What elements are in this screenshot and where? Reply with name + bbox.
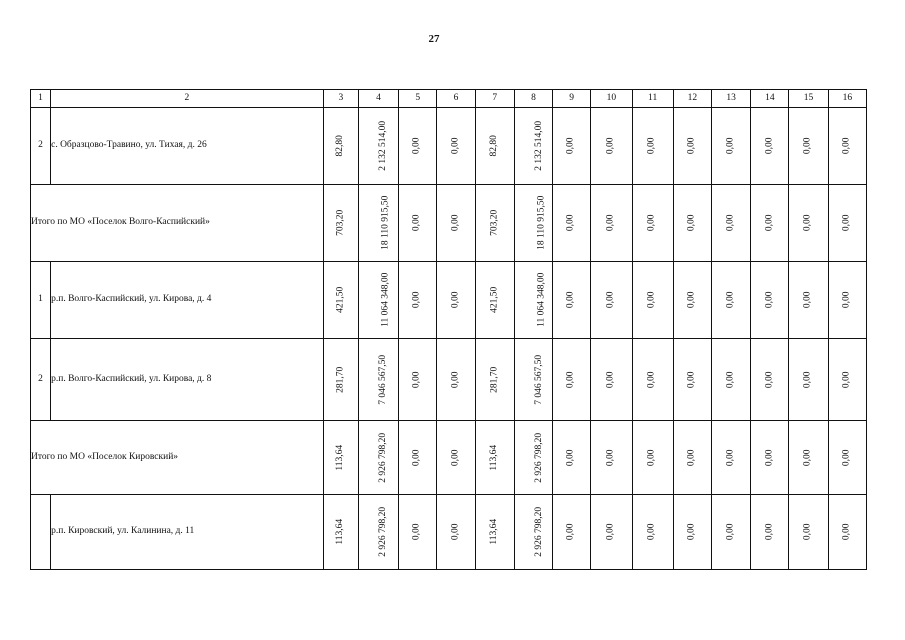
value-cell: 421,50: [475, 262, 514, 339]
value-cell: 0,00: [828, 421, 866, 495]
column-number: 1: [31, 90, 51, 108]
value-cell: 0,00: [751, 262, 789, 339]
column-number: 6: [437, 90, 475, 108]
value-cell: 7 046 567,50: [358, 339, 398, 421]
value-cell: 0,00: [632, 108, 673, 185]
column-number: 9: [553, 90, 591, 108]
value-cell: 0,00: [789, 421, 828, 495]
value-cell: 0,00: [591, 262, 632, 339]
column-number: 7: [475, 90, 514, 108]
row-index: [31, 495, 51, 570]
value-cell: 82,80: [475, 108, 514, 185]
table-row: [31, 108, 867, 185]
total-row: [31, 185, 867, 262]
value-cell: 0,00: [553, 108, 591, 185]
table-row: [31, 262, 867, 339]
column-number: 13: [711, 90, 750, 108]
value-cell: 0,00: [632, 262, 673, 339]
value-cell: 0,00: [828, 339, 866, 421]
value-cell: 0,00: [591, 185, 632, 262]
value-cell: 0,00: [437, 421, 475, 495]
value-cell: 0,00: [673, 495, 711, 570]
value-cell: 0,00: [399, 421, 437, 495]
total-label: Итого по МО «Поселок Волго-Каспийский»: [31, 185, 324, 262]
value-cell: 2 926 798,20: [514, 421, 552, 495]
row-index: 2: [31, 108, 51, 185]
value-cell: 0,00: [751, 421, 789, 495]
value-cell: 0,00: [632, 421, 673, 495]
column-number: 8: [514, 90, 552, 108]
table-row: [31, 495, 867, 570]
column-number: 5: [399, 90, 437, 108]
value-cell: 2 132 514,00: [514, 108, 552, 185]
column-number: 10: [591, 90, 632, 108]
value-cell: 0,00: [632, 185, 673, 262]
value-cell: 113,64: [475, 421, 514, 495]
value-cell: 0,00: [591, 339, 632, 421]
column-number: 12: [673, 90, 711, 108]
address-cell: р.п. Кировский, ул. Калинина, д. 11: [51, 495, 324, 570]
address-cell: р.п. Волго-Каспийский, ул. Кирова, д. 8: [51, 339, 324, 421]
value-cell: 113,64: [323, 421, 358, 495]
value-cell: 0,00: [751, 339, 789, 421]
value-cell: 0,00: [399, 108, 437, 185]
address-cell: с. Образцово-Травино, ул. Тихая, д. 26: [51, 108, 324, 185]
value-cell: 0,00: [399, 495, 437, 570]
total-row: [31, 421, 867, 495]
value-cell: 11 064 348,00: [358, 262, 398, 339]
value-cell: 2 132 514,00: [358, 108, 398, 185]
value-cell: 2 926 798,20: [514, 495, 552, 570]
value-cell: 0,00: [789, 262, 828, 339]
row-index: 1: [31, 262, 51, 339]
value-cell: 0,00: [399, 262, 437, 339]
data-table: [30, 89, 867, 570]
column-number: 14: [751, 90, 789, 108]
value-cell: 0,00: [673, 262, 711, 339]
value-cell: 0,00: [437, 262, 475, 339]
value-cell: 0,00: [711, 339, 750, 421]
value-cell: 0,00: [437, 185, 475, 262]
value-cell: 703,20: [475, 185, 514, 262]
value-cell: 281,70: [475, 339, 514, 421]
column-number: 11: [632, 90, 673, 108]
value-cell: 7 046 567,50: [514, 339, 552, 421]
column-number: 2: [51, 90, 324, 108]
value-cell: 0,00: [553, 339, 591, 421]
value-cell: 0,00: [751, 495, 789, 570]
value-cell: 0,00: [591, 495, 632, 570]
value-cell: 0,00: [711, 185, 750, 262]
value-cell: 18 110 915,50: [358, 185, 398, 262]
column-number: 16: [828, 90, 866, 108]
value-cell: 0,00: [399, 339, 437, 421]
value-cell: 0,00: [632, 495, 673, 570]
column-number: 4: [358, 90, 398, 108]
value-cell: 0,00: [828, 185, 866, 262]
value-cell: 0,00: [751, 108, 789, 185]
row-index: 2: [31, 339, 51, 421]
column-number: 15: [789, 90, 828, 108]
value-cell: 0,00: [711, 108, 750, 185]
value-cell: 0,00: [751, 185, 789, 262]
value-cell: 0,00: [591, 421, 632, 495]
value-cell: 0,00: [437, 108, 475, 185]
value-cell: 0,00: [591, 108, 632, 185]
page-number: 27: [428, 33, 440, 45]
value-cell: 113,64: [323, 495, 358, 570]
value-cell: 2 926 798,20: [358, 495, 398, 570]
value-cell: 703,20: [323, 185, 358, 262]
value-cell: 0,00: [673, 185, 711, 262]
value-cell: 0,00: [553, 262, 591, 339]
value-cell: 0,00: [711, 495, 750, 570]
column-number: 3: [323, 90, 358, 108]
value-cell: 0,00: [789, 339, 828, 421]
value-cell: 0,00: [711, 262, 750, 339]
value-cell: 421,50: [323, 262, 358, 339]
value-cell: 0,00: [553, 421, 591, 495]
value-cell: 0,00: [828, 108, 866, 185]
value-cell: 11 064 348,00: [514, 262, 552, 339]
value-cell: 82,80: [323, 108, 358, 185]
value-cell: 0,00: [711, 421, 750, 495]
value-cell: 113,64: [475, 495, 514, 570]
value-cell: 0,00: [632, 339, 673, 421]
value-cell: 0,00: [437, 495, 475, 570]
value-cell: 0,00: [553, 495, 591, 570]
value-cell: 0,00: [437, 339, 475, 421]
value-cell: 0,00: [673, 108, 711, 185]
value-cell: 0,00: [789, 108, 828, 185]
value-cell: 0,00: [789, 495, 828, 570]
value-cell: 0,00: [828, 262, 866, 339]
value-cell: 2 926 798,20: [358, 421, 398, 495]
value-cell: 0,00: [399, 185, 437, 262]
value-cell: 0,00: [673, 421, 711, 495]
value-cell: 0,00: [828, 495, 866, 570]
value-cell: 0,00: [789, 185, 828, 262]
value-cell: 0,00: [553, 185, 591, 262]
total-label: Итого по МО «Поселок Кировский»: [31, 421, 324, 495]
value-cell: 0,00: [673, 339, 711, 421]
column-number-row: [31, 90, 867, 108]
table-row: [31, 339, 867, 421]
value-cell: 18 110 915,50: [514, 185, 552, 262]
value-cell: 281,70: [323, 339, 358, 421]
address-cell: р.п. Волго-Каспийский, ул. Кирова, д. 4: [51, 262, 324, 339]
